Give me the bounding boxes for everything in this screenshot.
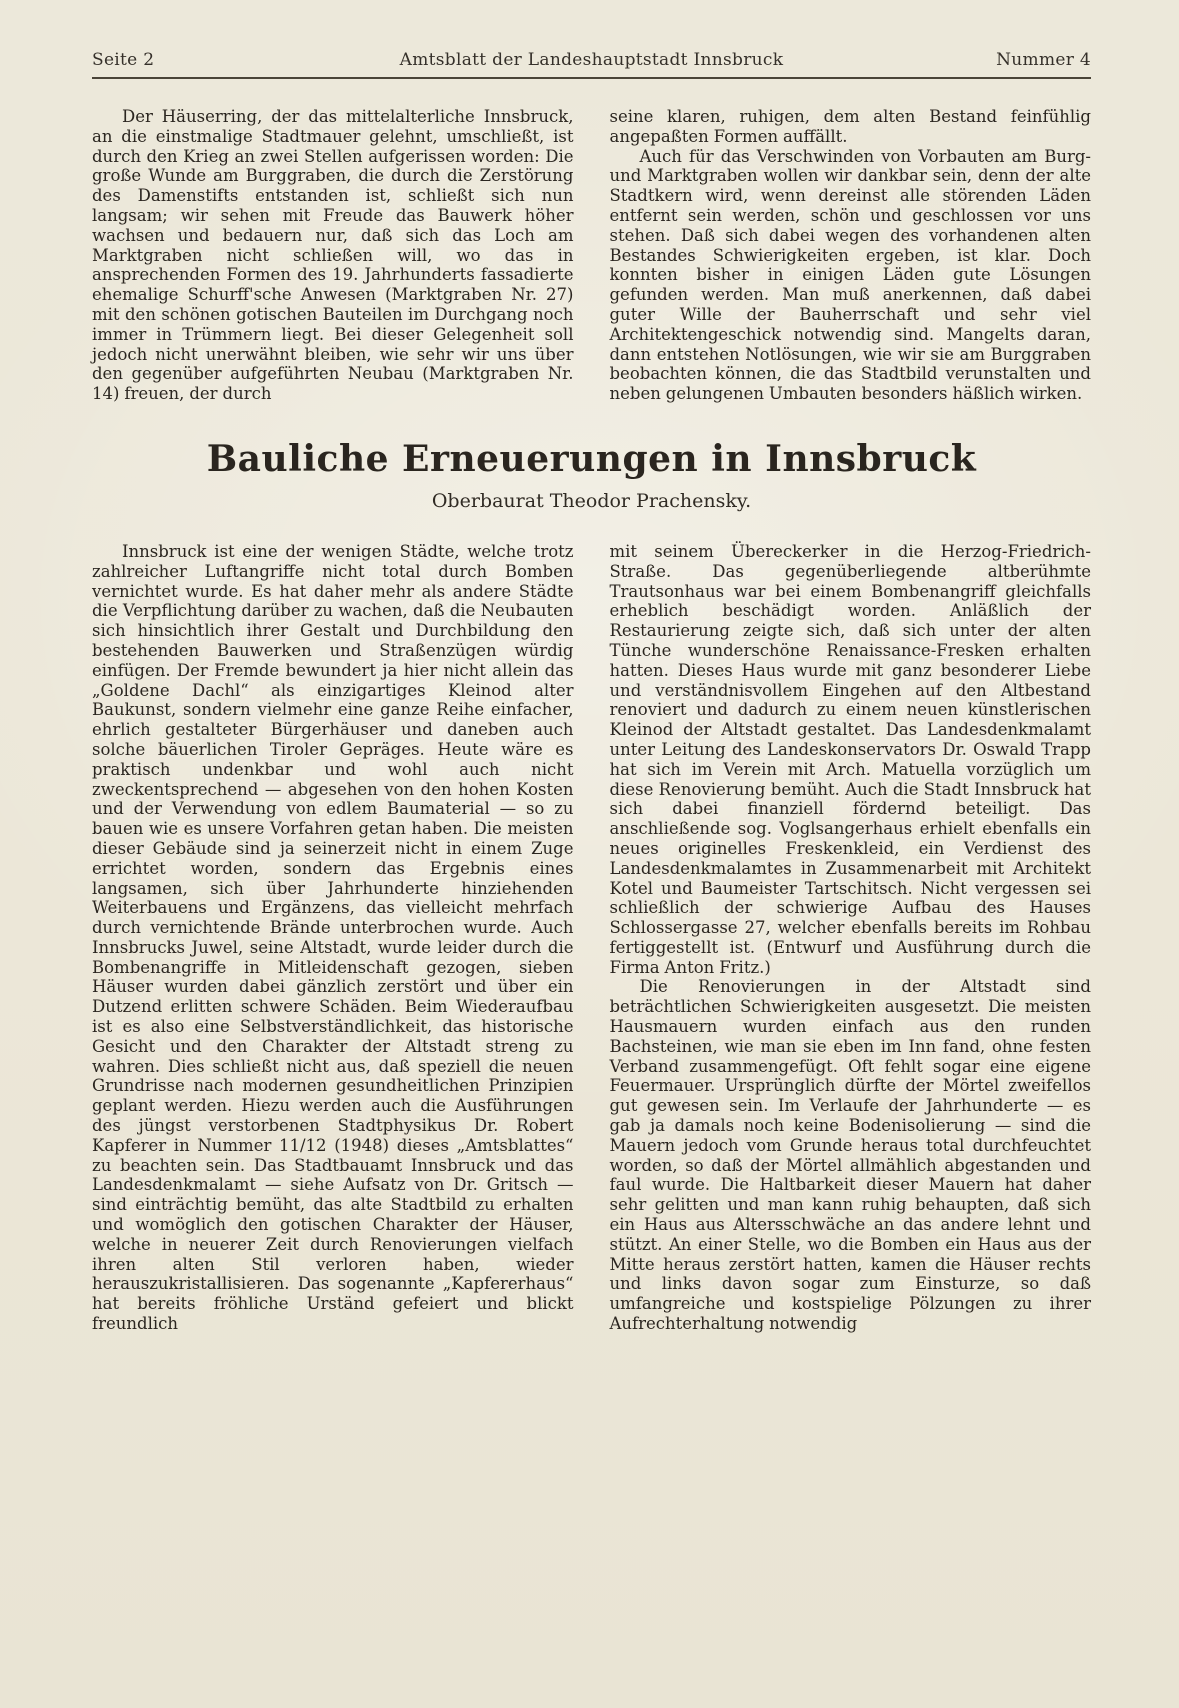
article-byline: Oberbaurat Theodor Prachensky. [431, 489, 752, 512]
article-right-column [610, 542, 1092, 1334]
masthead-title: Amtsblatt der Landeshauptstadt Innsbruck [399, 50, 784, 70]
top-left-column [92, 107, 574, 404]
article-left-column [92, 542, 574, 1334]
paragraph: Auch für das Verschwinden von Vorbauten am Burg- und Marktgraben wollen wir dankbar sein, denn der alte Stadtkern wird, wenn dereinst alle störenden Läden entfernt sein werden, schön und geschlossen vor uns stehen. Daß sich dabei wegen des vorhandenen alten Bestandes Schwierigkeiten ergeben, ist klar. Doch konnten bisher in einigen Läden gute Lösungen gefunden werden. Man muß anerkennen, daß dabei guter Wille der Bauherrschaft und sehr viel Architektengeschick notwendig sind. Mangelts daran, dann entstehen Notlösungen, wie wir sie am Burggraben beobachten können, die das Stadtbild verunstalten und neben gelungenen Umbauten besonders häßlich wirken. [609, 146, 1091, 404]
top-right-column [610, 107, 1092, 404]
paragraph: seine klaren, ruhigen, dem alten Bestand feinfühlig angepaßten Formen auffällt. [609, 107, 1091, 146]
paragraph: Innsbruck ist eine der wenigen Städte, welche trotz zahlreicher Luftangriffe nicht total durch Bomben vernichtet wurde. Es hat daher mehr als andere Städte die Verpflichtung darüber zu wachen, daß die Neubauten sich hinsichtlich ihrer Gestalt und Durchbildung den bestehenden Bauwerken und Straßenzügen würdig einfügen. Der Fremde bewundert ja hier nicht allein das „Goldene Dachl“ als einzigartiges Kleinod alter Baukunst, sondern vielmehr eine ganze Reihe einfacher, ehrlich gestalteter Bürgerhäuser und daneben auch solche bäuerlichen Tiroler Gepräges. Heute wäre es praktisch undenkbar und wohl auch nicht zweckentsprechend — abgesehen von den hohen Kosten und der Verwendung von edlem Baumaterial — so zu bauen wie es unsere Vorfahren getan haben. Die meisten dieser Gebäude sind ja seinerzeit nicht in einem Zuge errichtet worden, sondern das Ergebnis eines langsamen, sich über Jahrhunderte hinziehenden Weiterbauens und Ergänzens, das vielleicht mehrfach durch vernichtende Brände unterbrochen wurde. Auch Innsbrucks Juwel, seine Altstadt, wurde leider durch die Bombenangriffe in Mitleidenschaft gezogen, sieben Häuser wurden dabei gänzlich zerstört und über ein Dutzend erlitten schwere Schäden. Beim Wiederaufbau ist es also eine Selbstverständlichkeit, das historische Gesicht und den Charakter der Altstadt streng zu wahren. Dies schließt nicht aus, daß speziell die neuen Grundrisse nach modernen gesundheitlichen Prinzipien geplant werden. Hiezu werden auch die Ausführungen des jüngst verstorbenen Stadtphysikus Dr. Robert Kapferer in Nummer 11/12 (1948) dieses „Amtsblattes“ zu beachten sein. Das Stadtbauamt Innsbruck und das Landesdenkmalamt — siehe Aufsatz von Dr. Gritsch — sind einträchtig bemüht, das alte Stadtbild zu erhalten und womöglich den gotischen Charakter der Häuser, welche in neuerer Zeit durch Renovierungen vielfach ihren alten Stil verloren haben, wieder herauszukristallisieren. Das sogenannte „Kapfererhaus“ hat bereits fröhliche Urständ gefeiert und blickt freundlich [92, 541, 574, 1334]
paragraph: mit seinem Übereckerker in die Herzog-Friedrich-Straße. Das gegenüberliegende altberühmte Trautsonhaus war bei einem Bombenangriff gleichfalls erheblich beschädigt worden. Anläßlich der Restaurierung zeigte sich, daß sich unter der alten Tünche wunderschöne Renaissance-Fresken erhalten hatten. Dieses Haus wurde mit ganz besonderer Liebe und verständnisvollem Eingehen auf den Altbestand renoviert und dadurch zu einem neuen künstlerischen Kleinod der Altstadt gestaltet. Das Landesdenkmalamt unter Leitung des Landeskonservators Dr. Oswald Trapp hat sich im Verein mit Arch. Matuella vorzüglich um diese Renovierung bemüht. Auch die Stadt Innsbruck hat sich dabei finanziell fördernd beteiligt. Das anschließende sog. Voglsangerhaus erhielt ebenfalls ein neues originelles Freskenkleid, ein Verdienst des Landesdenkmalamtes in Zusammenarbeit mit Architekt Kotel und Baumeister Tartschitsch. Nicht vergessen sei schließlich der schwierige Aufbau des Hauses Schlossergasse 27, welcher ebenfalls bereits im Rohbau fertiggestellt ist. (Entwurf und Ausführung durch die Firma Anton Fritz.) [609, 541, 1091, 977]
paragraph: Die Renovierungen in der Altstadt sind beträchtlichen Schwierigkeiten ausgesetzt. Die meisten Hausmauern wurden einfach aus den runden Bachsteinen, wie man sie eben im Inn fand, ohne festen Verband zusammengefügt. Oft fehlt sogar eine eigene Feuermauer. Ursprünglich dürfte der Mörtel zweifellos gut gewesen sein. Im Verlaufe der Jahrhunderte — es gab ja damals noch keine Bodenisolierung — sind die Mauern jedoch vom Grunde heraus total durchfeuchtet worden, so daß der Mörtel allmählich abgestanden und faul wurde. Die Haltbarkeit dieser Mauern hat daher sehr gelitten und man kann ruhig behaupten, daß sich ein Haus aus Altersschwäche an das andere lehnt und stützt. An einer Stelle, wo die Bomben ein Haus aus der Mitte heraus zerstört hatten, kamen die Häuser rechts und links davon sogar zum Einsturze, so daß umfangreiche und kostspielige Pölzungen zu ihrer Aufrechterhaltung notwendig [609, 977, 1091, 1334]
main-article [92, 542, 1091, 1334]
header-rule [92, 77, 1091, 79]
page-header [92, 50, 1091, 70]
paragraph: Der Häuserring, der das mittelalterliche Innsbruck, an die einstmalige Stadtmauer gelehnt, umschließt, ist durch den Krieg an zwei Stellen aufgerissen worden: Die große Wunde am Burggraben, die durch die Zerstörung des Damenstifts entstanden ist, schließt sich nun langsam; wir sehen mit Freude das Bauwerk höher wachsen und bedauern nur, daß sich das Loch am Marktgraben nicht schließen will, wo das in ansprechenden Formen des 19. Jahrhunderts fassadierte ehemalige Schurff'sche Anwesen (Marktgraben Nr. 27) mit den schönen gotischen Bauteilen im Durchgang noch immer in Trümmern liegt. Bei dieser Gelegenheit soll jedoch nicht unerwähnt bleiben, wie sehr wir uns über den gegenüber aufgeführten Neubau (Marktgraben Nr. 14) freuen, der durch [92, 107, 574, 404]
page-number: Seite 2 [92, 50, 155, 70]
top-article [92, 107, 1091, 404]
article-title: Bauliche Erneuerungen in Innsbruck [206, 437, 977, 480]
issue-number: Nummer 4 [996, 50, 1091, 70]
